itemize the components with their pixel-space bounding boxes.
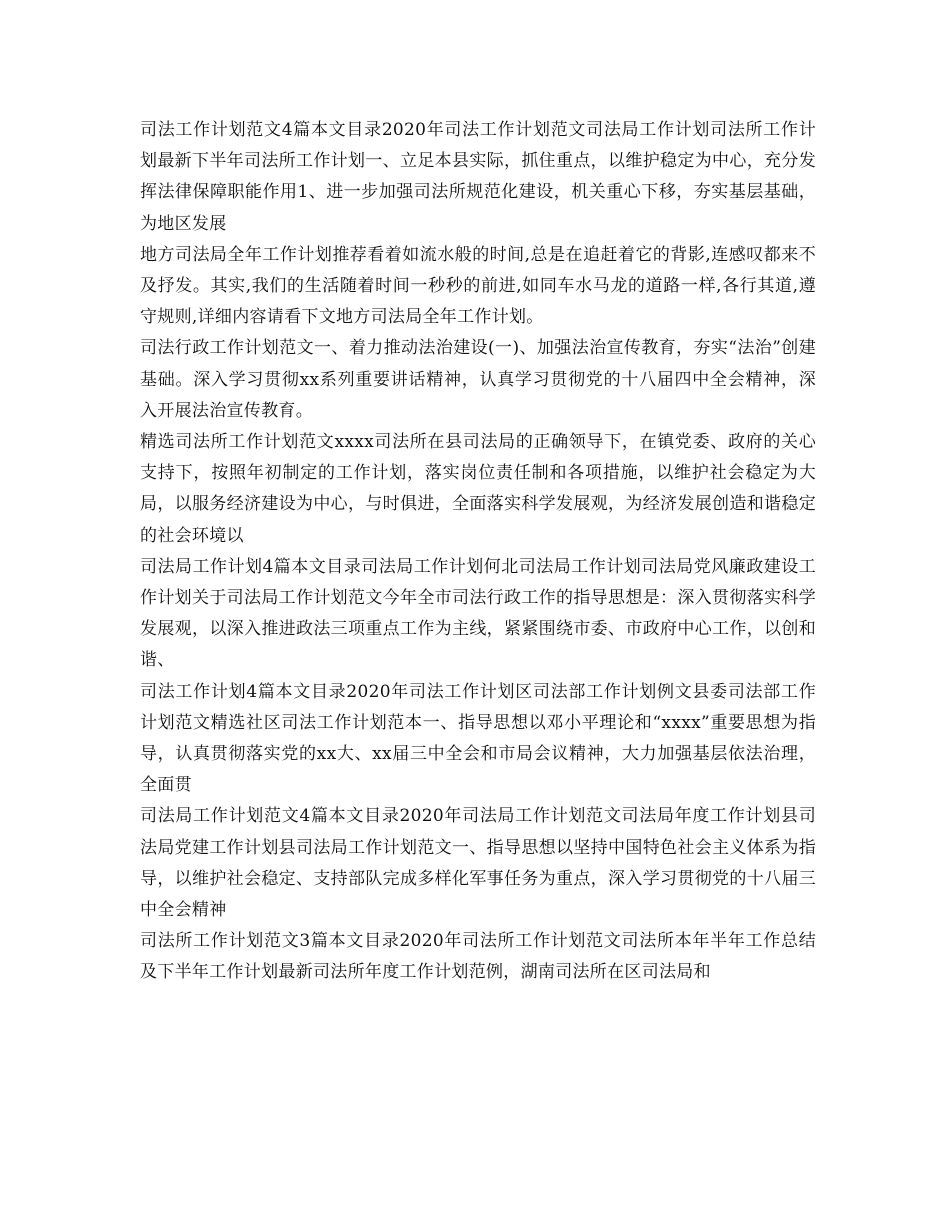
- paragraph-7: 司法局工作计划范文4篇本文目录2020年司法局工作计划范文司法局年度工作计划县司法局党建工作计划县司法局工作计划范文一、指导思想以坚持中国特色社会主义体系为指导，以维护社会稳定、支持部队完成多样化军事任务为重点，深入学习贯彻党的十八届三中全会精神: [140, 806, 816, 921]
- paragraph-4: 精选司法所工作计划范文xxxx司法所在县司法局的正确领导下，在镇党委、政府的关心支持下，按照年初制定的工作计划，落实岗位责任制和各项措施，以维护社会稳定为大局，以服务经济建设为中心，与时俱进，全面落实科学发展观，为经济发展创造和谐稳定的社会环境以: [140, 432, 816, 546]
- paragraph-1: 司法工作计划范文4篇本文目录2020年司法工作计划范文司法局工作计划司法所工作计划最新下半年司法所工作计划一、立足本县实际，抓住重点，以维护稳定为中心，充分发挥法律保障职能作用1、进一步加强司法所规范化建设，机关重心下移，夯实基层基础，为地区发展: [140, 120, 816, 234]
- paragraph-5: 司法局工作计划4篇本文目录司法局工作计划何北司法局工作计划司法局党风廉政建设工作计划关于司法局工作计划范文今年全市司法行政工作的指导思想是：深入贯彻落实科学发展观，以深入推进政法三项重点工作为主线，紧紧围绕市委、市政府中心工作，以创和谐、: [140, 556, 816, 671]
- document-body: [140, 115, 816, 989]
- paragraph-6: 司法工作计划4篇本文目录2020年司法工作计划区司法部工作计划例文县委司法部工作计划范文精选社区司法工作计划范本一、指导思想以邓小平理论和“xxxx”重要思想为指导，认真贯彻落实党的xx大、xx届三中全会和市局会议精神，大力加强基层依法治理，全面贯: [140, 681, 816, 796]
- paragraph-3: 司法行政工作计划范文一、着力推动法治建设(一)、加强法治宣传教育，夯实“法治”创建基础。深入学习贯彻xx系列重要讲话精神，认真学习贯彻党的十八届四中全会精神，深入开展法治宣传教育。: [140, 338, 816, 421]
- paragraph-2: 地方司法局全年工作计划推荐看着如流水般的时间,总是在追赶着它的背影,连感叹都来不及抒发。其实,我们的生活随着时间一秒秒的前进,如同车水马龙的道路一样,各行其道,遵守规则,详细内容请看下文地方司法局全年工作计划。: [140, 244, 816, 328]
- paragraph-8: 司法所工作计划范文3篇本文目录2020年司法所工作计划范文司法所本年半年工作总结及下半年工作计划最新司法所年度工作计划范例，湖南司法所在区司法局和: [140, 931, 816, 983]
